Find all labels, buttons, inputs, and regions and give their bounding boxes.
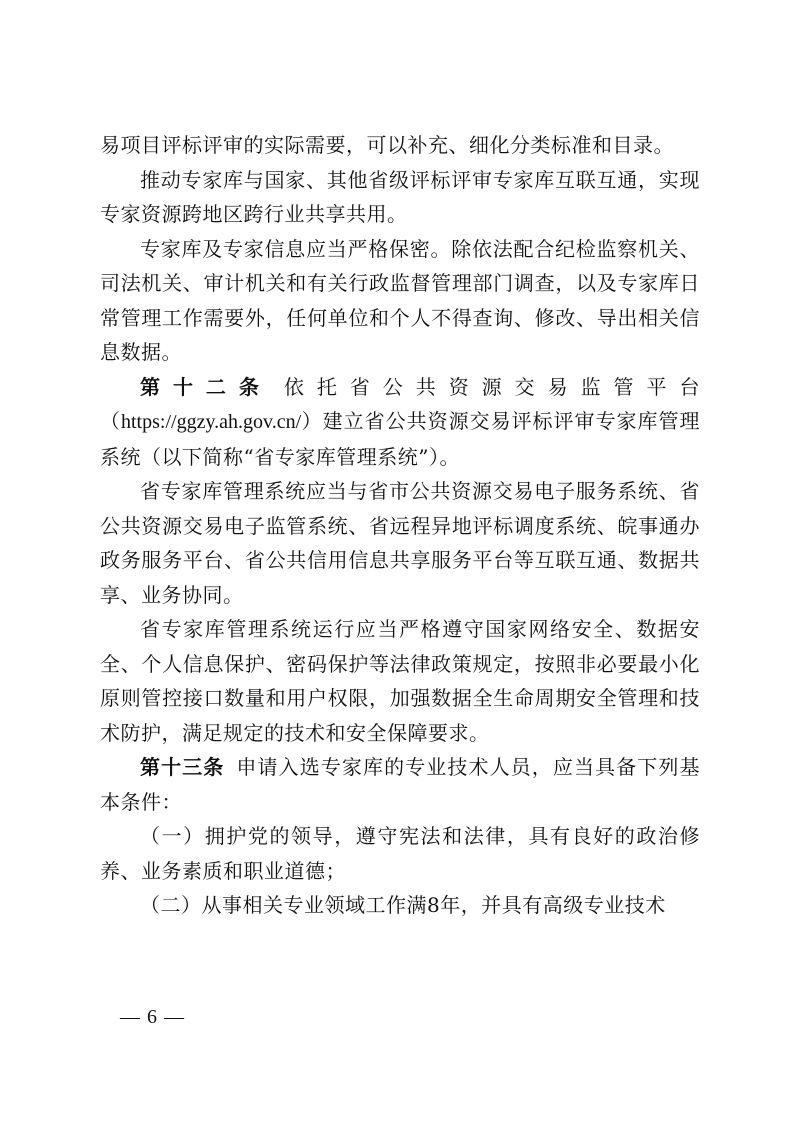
article-12-text-after-url: ）建立省公共资源交易评标评审专家库管理系统（以下简称“省专家库管理系统”）。 — [100, 409, 701, 469]
article-12-number: 第十二条 — [140, 374, 272, 399]
paragraph-6 — [100, 612, 700, 750]
condition-item-1 — [100, 819, 700, 888]
condition-item-2-text: （二）从事相关专业领域工作满8年，并具有高级专业技术 — [140, 893, 666, 917]
paragraph-1 — [100, 128, 700, 163]
page-number: — 6 — — [120, 1006, 185, 1028]
condition-item-2 — [100, 888, 700, 923]
article-12 — [100, 370, 700, 475]
paragraph-5 — [100, 474, 700, 612]
paragraph-2-text: 推动专家库与国家、其他省级评标评审专家库互联互通，实现专家资源跨地区跨行业共享共用。 — [100, 167, 700, 226]
condition-item-1-text: （一）拥护党的领导，遵守宪法和法律，具有良好的政治修养、业务素质和职业道德； — [100, 824, 700, 883]
article-13 — [100, 750, 700, 819]
paragraph-5-text: 省专家库管理系统应当与省市公共资源交易电子服务系统、省公共资源交易电子监管系统、省远程异地评标调度系统、皖事通办政务服务平台、省公共信用信息共享服务平台等互联互通、数据共享、业务协同。 — [100, 479, 700, 607]
article-13-text: 申请入选专家库的专业技术人员，应当具备下列基本条件： — [100, 755, 701, 814]
article-12-text-before-url: 依托省公共资源交易监管平台（ — [100, 374, 700, 433]
paragraph-2 — [100, 163, 700, 232]
paragraph-3 — [100, 232, 700, 370]
paragraph-3-text: 专家库及专家信息应当严格保密。除依法配合纪检监察机关、司法机关、审计机关和有关行政监督管理部门调查，以及专家库日常管理工作需要外，任何单位和个人不得查询、修改、导出相关信息数据。 — [100, 236, 700, 364]
paragraph-6-text: 省专家库管理系统运行应当严格遵守国家网络安全、数据安全、个人信息保护、密码保护等法律政策规定，按照非必要最小化原则管控接口数量和用户权限，加强数据全生命周期安全管理和技术防护，满足规定的技术和安全保障要求。 — [100, 617, 700, 745]
document-body — [100, 128, 700, 923]
paragraph-1-text: 易项目评标评审的实际需要，可以补充、细化分类标准和目录。 — [100, 133, 674, 157]
platform-url-link[interactable]: https://ggzy.ah.gov.cn/ — [121, 411, 302, 433]
article-13-number: 第十三条 — [140, 755, 225, 779]
